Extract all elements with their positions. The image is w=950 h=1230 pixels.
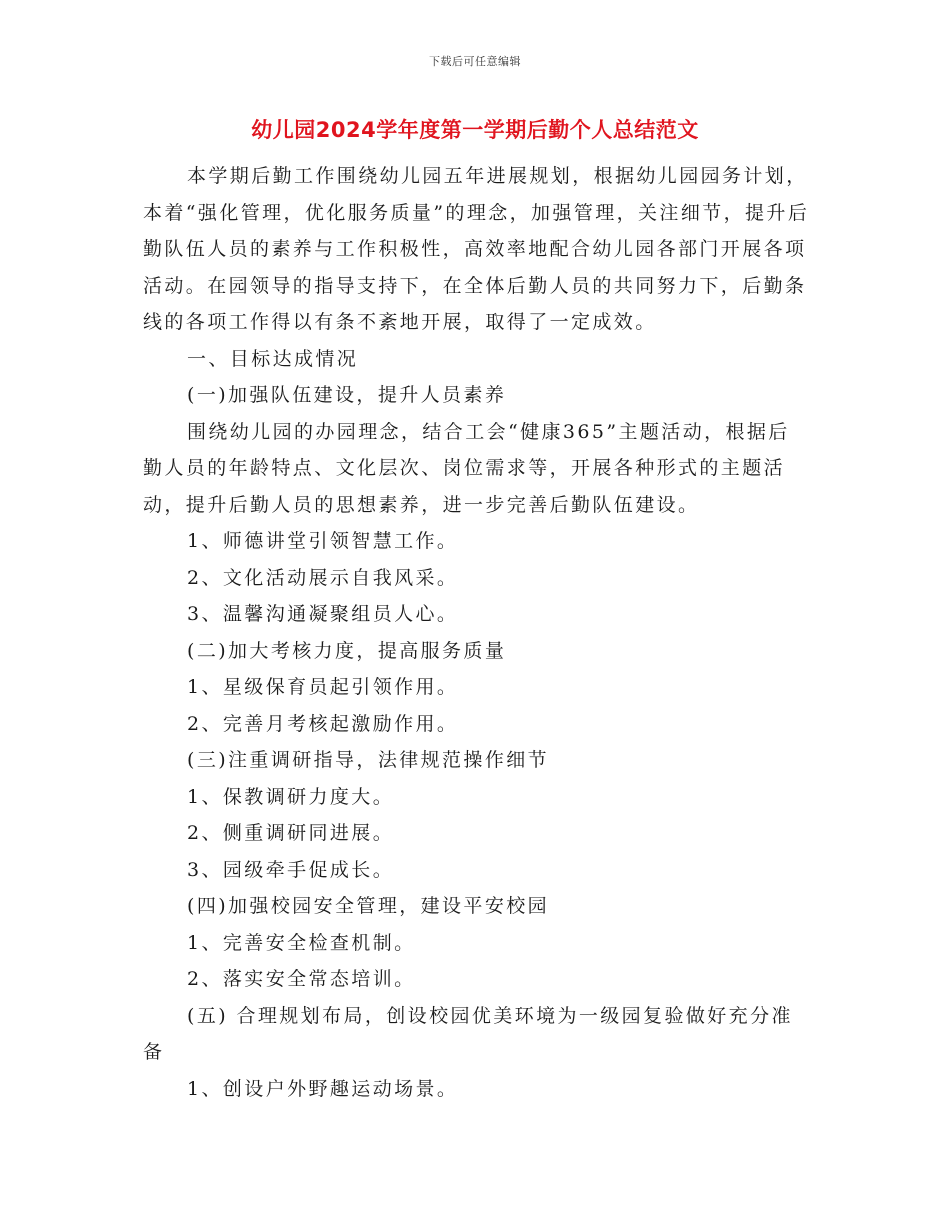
list-item: 2、完善月考核起激励作用。 xyxy=(187,712,459,735)
list-item: 1、保教调研力度大。 xyxy=(187,785,395,808)
subsection-heading: (四)加强校园安全管理，建设平安校园 xyxy=(187,895,550,917)
list-item: 2、侧重调研同进展。 xyxy=(187,822,395,844)
document-body xyxy=(143,158,811,1107)
header-note: 下载后可任意编辑 xyxy=(429,55,521,68)
section-heading: 一、目标达成情况 xyxy=(187,347,359,370)
list-item: 2、落实安全常态培训。 xyxy=(187,968,416,990)
list-item: 3、园级牵手促成长。 xyxy=(187,858,395,881)
subsection-heading: (一)加强队伍建设，提升人员素养 xyxy=(187,384,507,406)
subsection-heading: (二)加大考核力度，提高服务质量 xyxy=(187,639,507,662)
list-item: 2、文化活动展示自我风采。 xyxy=(187,566,459,589)
list-item: 3、温馨沟通凝聚组员人心。 xyxy=(187,603,459,625)
list-item: 1、师德讲堂引领智慧工作。 xyxy=(187,530,459,552)
intro-paragraph: 本学期后勤工作围绕幼儿园五年进展规划，根据幼儿园园务计划，本着“强化管理，优化服务质量”的理念，加强管理，关注细节，提升后勤队伍人员的素养与工作积极性，高效率地配合幼儿园各部门开展各项活动。在园领导的指导支持下，在全体后勤人员的共同努力下，后勤条线的各项工作得以有条不紊地开展，取得了一定成效。 xyxy=(143,165,810,333)
list-item: 1、完善安全检查机制。 xyxy=(187,931,416,954)
body-paragraph: 围绕幼儿园的办园理念，结合工会“健康365”主题活动，根据后勤人员的年龄特点、文化层次、岗位需求等，开展各种形式的主题活动，提升后勤人员的思想素养，进一步完善后勤队伍建设。 xyxy=(143,420,790,516)
list-item: 1、星级保育员起引领作用。 xyxy=(187,676,459,698)
list-item: 1、创设户外野趣运动场景。 xyxy=(187,1077,459,1100)
subsection-heading: (五) 合理规划布局，创设校园优美环境为一级园复验做好充分准备 xyxy=(143,1004,793,1063)
document-title: 幼儿园2024学年度第一学期后勤个人总结范文 xyxy=(251,118,699,142)
subsection-heading: (三)注重调研指导，法律规范操作细节 xyxy=(187,749,550,771)
